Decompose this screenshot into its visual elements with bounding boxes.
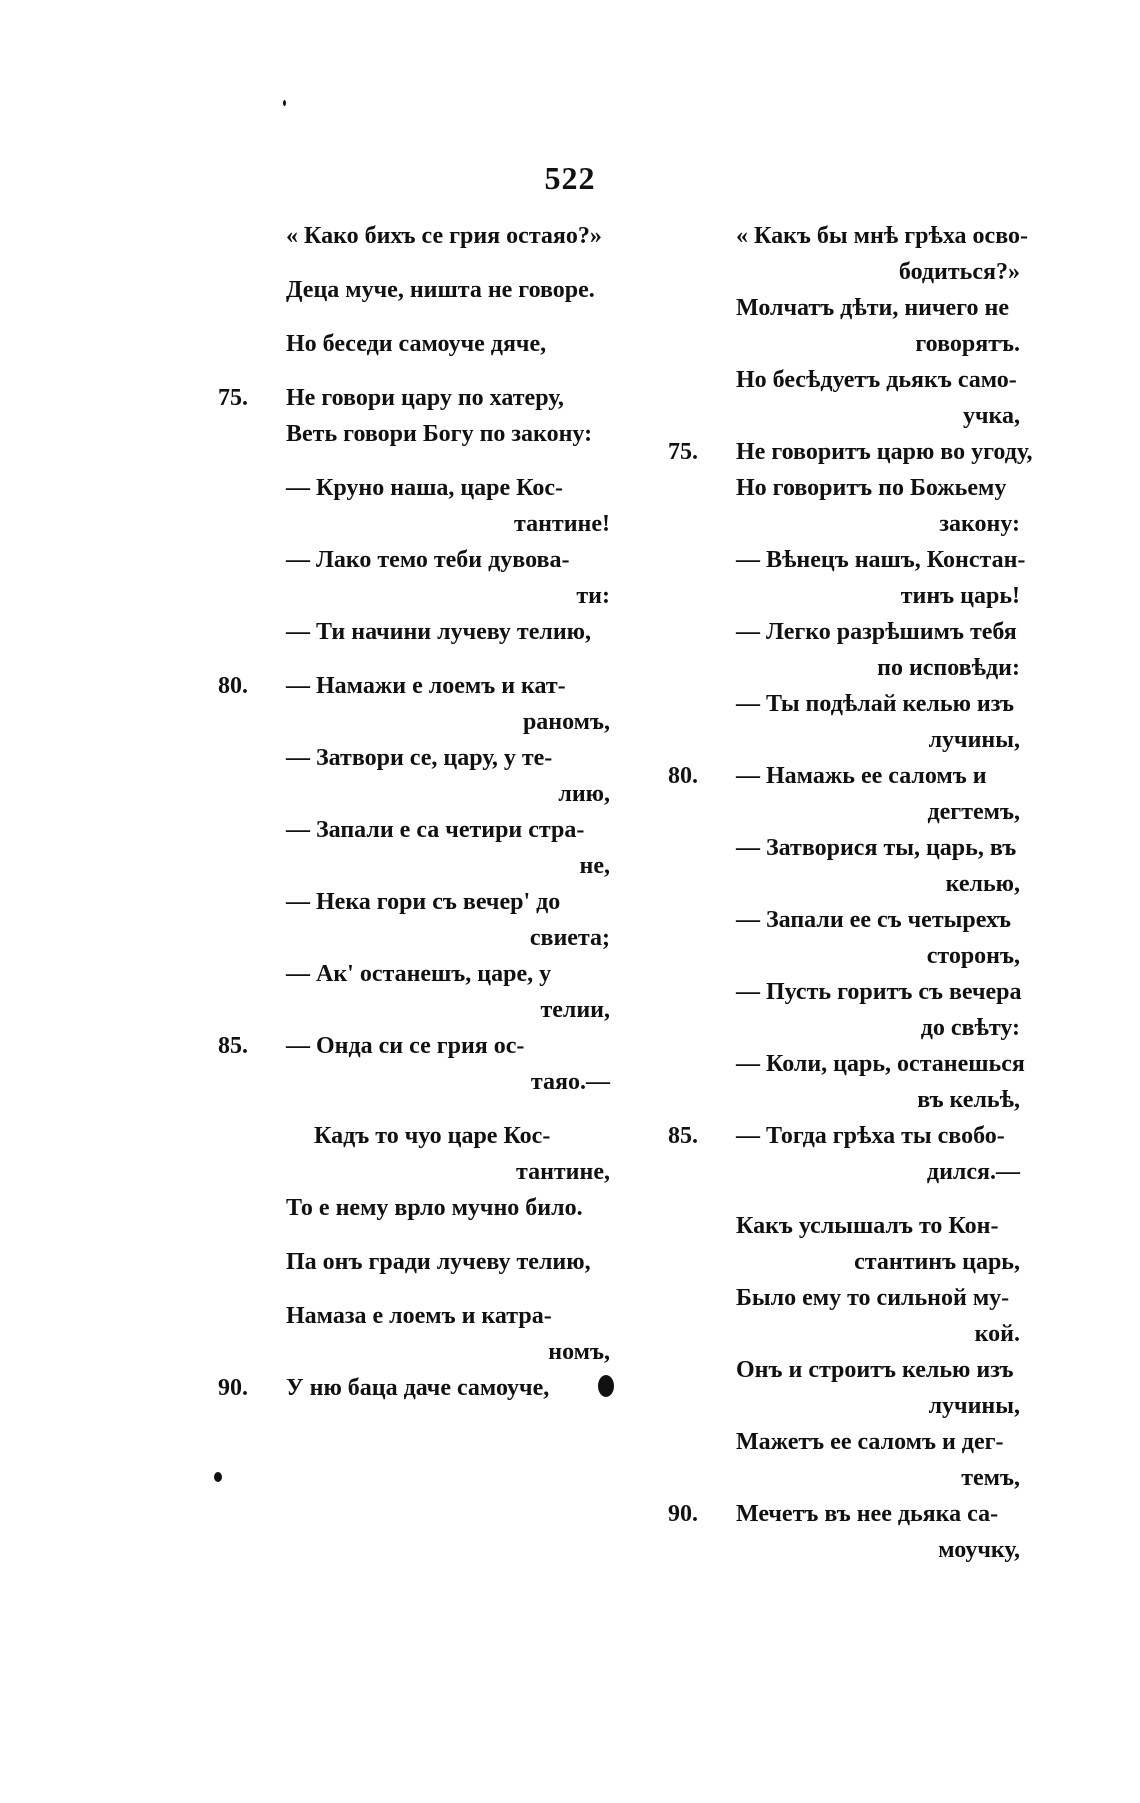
stanza-gap <box>190 1280 610 1298</box>
verse-text: — Тогда грѣха ты свобо- <box>736 1123 1005 1149</box>
serbian-verse-line <box>190 1244 610 1280</box>
verse-text: Па онъ гради лучеву телию, <box>286 1249 591 1275</box>
russian-verse-line <box>640 830 1020 866</box>
verse-text: Мечетъ въ нее дьяка са- <box>736 1501 999 1527</box>
verse-text: — Затвори се, цару, у те- <box>286 745 553 771</box>
russian-verse-line <box>640 1280 1020 1316</box>
serbian-verse-line <box>190 812 610 848</box>
verse-text: свиета; <box>529 925 610 951</box>
verse-text: ти: <box>576 583 610 609</box>
serbian-verse-line <box>190 1028 610 1064</box>
verse-text: — Коли, царь, останешься <box>736 1051 1025 1077</box>
verse-text: Не говоритъ царю во угоду, <box>736 439 1033 465</box>
stanza-gap <box>190 1100 610 1118</box>
serbian-verse-line <box>190 776 610 812</box>
ink-speck <box>598 1375 614 1397</box>
verse-text: таяо.— <box>530 1069 610 1095</box>
verse-text: телии, <box>540 997 610 1023</box>
stanza-gap <box>190 650 610 668</box>
russian-verse-line <box>640 1316 1020 1352</box>
russian-verse-line <box>640 974 1020 1010</box>
verse-text: тантине, <box>515 1159 610 1185</box>
russian-verse-line <box>640 398 1020 434</box>
russian-verse-line <box>640 434 1033 470</box>
serbian-verse-line <box>190 668 610 704</box>
russian-verse-line <box>640 1460 1020 1496</box>
verse-text: лучины, <box>928 727 1020 753</box>
verse-text: темъ, <box>961 1465 1020 1491</box>
serbian-verse-line <box>190 326 610 362</box>
russian-verse-line <box>640 1046 1025 1082</box>
russian-verse-line <box>640 794 1020 830</box>
verse-text: Мажетъ ее саломъ и дег- <box>736 1429 1004 1455</box>
verse-text: не, <box>579 853 610 879</box>
page-number: 522 <box>544 160 596 196</box>
verse-text: — Круно наша, царе Кос- <box>286 475 564 501</box>
russian-verse-line <box>640 902 1020 938</box>
verse-text: У ню баца даче самоуче, <box>286 1375 550 1401</box>
verse-text: говорятъ. <box>915 331 1020 357</box>
serbian-verse-line <box>190 704 610 740</box>
russian-verse-line <box>640 1118 1020 1154</box>
verse-text: лучины, <box>928 1393 1020 1419</box>
serbian-verse-line <box>190 920 610 956</box>
russian-verse-line <box>640 470 1020 506</box>
serbian-verse-line <box>190 1334 610 1370</box>
stanza-gap <box>190 254 610 272</box>
stanza-gap <box>190 1226 610 1244</box>
verse-text: — Онда си се грия ос- <box>286 1033 525 1059</box>
verse-text: кой. <box>974 1321 1020 1347</box>
serbian-verse-line <box>190 1118 610 1154</box>
verse-text: — Ак' останешъ, царе, у <box>286 961 552 987</box>
verse-text: — Намажь ее саломъ и <box>736 763 987 789</box>
russian-verse-line <box>640 686 1020 722</box>
verse-text: тантине! <box>514 511 610 537</box>
verse-number: 80. <box>668 763 698 789</box>
russian-verse-line <box>640 650 1020 686</box>
serbian-verse-line <box>190 416 610 452</box>
serbian-verse-line <box>190 1190 610 1226</box>
ink-speck <box>283 100 286 106</box>
verse-text: Намаза е лоемъ и катра- <box>286 1303 552 1329</box>
serbian-verse-line <box>190 884 610 920</box>
russian-translation-column <box>640 218 1033 1568</box>
verse-text: — Пусть горитъ съ вечера <box>736 979 1022 1005</box>
verse-text: — Запали ее съ четырехъ <box>736 907 1011 933</box>
serbian-text-column <box>190 218 610 1406</box>
stanza-gap <box>640 1190 1020 1208</box>
stanza-gap <box>190 362 610 380</box>
serbian-verse-line <box>190 848 610 884</box>
verse-text: въ кельѣ, <box>917 1087 1020 1113</box>
stanza-gap <box>190 308 610 326</box>
verse-text: Не говори цару по хатеру, <box>286 385 564 411</box>
verse-text: учка, <box>963 403 1020 429</box>
serbian-verse-line <box>190 956 610 992</box>
verse-number: 85. <box>218 1033 248 1059</box>
russian-verse-line <box>640 1082 1020 1118</box>
verse-text: Но говоритъ по Божьему <box>736 475 1007 501</box>
verse-text: — Нека гори съ вечер' до <box>286 889 561 915</box>
verse-text: раномъ, <box>522 709 610 735</box>
verse-number: 90. <box>668 1501 698 1527</box>
verse-number: 75. <box>668 439 698 465</box>
verse-text: — Намажи е лоемъ и кат- <box>286 673 566 699</box>
verse-text: — Затворися ты, царь, въ <box>736 835 1017 861</box>
verse-text: — Легко разрѣшимъ тебя <box>736 619 1017 645</box>
russian-verse-line <box>640 542 1026 578</box>
russian-verse-line <box>640 1424 1020 1460</box>
verse-text: Веть говори Богу по закону: <box>286 421 593 447</box>
serbian-verse-line <box>190 470 610 506</box>
serbian-verse-line <box>190 272 610 308</box>
verse-text: Какъ услышалъ то Кон- <box>736 1213 999 1239</box>
verse-text: Молчатъ дѣти, ничего не <box>736 295 1009 321</box>
verse-text: дегтемъ, <box>927 799 1020 825</box>
verse-text: Кадъ то чуо царе Кос- <box>314 1123 551 1149</box>
verse-text: Деца муче, ништа не говоре. <box>286 277 595 303</box>
verse-text: « Какъ бы мнѣ грѣха осво- <box>736 223 1028 249</box>
russian-verse-line <box>640 326 1020 362</box>
verse-number: 90. <box>218 1375 248 1401</box>
russian-verse-line <box>640 1010 1020 1046</box>
russian-verse-line <box>640 218 1028 254</box>
serbian-verse-line <box>190 1154 610 1190</box>
verse-number: 75. <box>218 385 248 411</box>
verse-number: 85. <box>668 1123 698 1149</box>
serbian-verse-line <box>190 380 610 416</box>
serbian-verse-line <box>190 740 610 776</box>
verse-text: стантинъ царь, <box>854 1249 1020 1275</box>
verse-text: закону: <box>939 511 1020 537</box>
verse-text: Но беседи самоуче дяче, <box>286 331 547 357</box>
verse-text: по исповѣди: <box>877 655 1020 681</box>
serbian-verse-line <box>190 614 610 650</box>
serbian-verse-line <box>190 506 610 542</box>
russian-verse-line <box>640 290 1020 326</box>
serbian-verse-line <box>190 1064 610 1100</box>
verse-text: бодиться?» <box>898 259 1020 285</box>
serbian-verse-line <box>190 992 610 1028</box>
russian-verse-line <box>640 578 1020 614</box>
verse-text: тинъ царь! <box>900 583 1020 609</box>
russian-verse-line <box>640 1388 1020 1424</box>
verse-text: Онъ и строитъ келью изъ <box>736 1357 1014 1383</box>
russian-verse-line <box>640 1532 1020 1568</box>
verse-text: « Како бихъ се грия остаяо?» <box>286 223 602 249</box>
verse-text: — Вѣнецъ нашъ, Констан- <box>736 547 1026 573</box>
verse-text: до свѣту: <box>920 1015 1020 1041</box>
russian-verse-line <box>640 1496 1020 1532</box>
stanza-gap <box>190 452 610 470</box>
russian-verse-line <box>640 506 1020 542</box>
russian-verse-line <box>640 938 1020 974</box>
verse-text: сторонъ, <box>926 943 1020 969</box>
russian-verse-line <box>640 722 1020 758</box>
russian-verse-line <box>640 1154 1020 1190</box>
serbian-verse-line <box>190 1370 610 1406</box>
russian-verse-line <box>640 758 1020 794</box>
russian-verse-line <box>640 254 1020 290</box>
verse-text: лию, <box>558 781 610 807</box>
verse-text: — Лако темо теби дувова- <box>286 547 570 573</box>
verse-text: Но бесѣдуетъ дьякъ само- <box>736 367 1017 393</box>
russian-verse-line <box>640 1352 1020 1388</box>
russian-verse-line <box>640 866 1020 902</box>
serbian-verse-line <box>190 1298 610 1334</box>
verse-number: 80. <box>218 673 248 699</box>
russian-verse-line <box>640 1208 1020 1244</box>
serbian-verse-line <box>190 578 610 614</box>
serbian-verse-line <box>190 218 610 254</box>
serbian-verse-line <box>190 542 610 578</box>
verse-text: — Запали е са четири стра- <box>286 817 585 843</box>
verse-text: номъ, <box>548 1339 610 1365</box>
verse-text: келью, <box>945 871 1020 897</box>
russian-verse-line <box>640 1244 1020 1280</box>
russian-verse-line <box>640 614 1020 650</box>
ink-speck <box>214 1472 222 1482</box>
verse-text: Было ему то сильной му- <box>736 1285 1010 1311</box>
verse-text: — Ты подѣлай келью изъ <box>736 691 1014 717</box>
verse-text: дился.— <box>926 1159 1020 1185</box>
verse-text: моучку, <box>938 1537 1020 1563</box>
verse-text: — Ти начини лучеву телию, <box>286 619 591 645</box>
verse-text: То е нему врло мучно било. <box>286 1195 583 1221</box>
russian-verse-line <box>640 362 1020 398</box>
